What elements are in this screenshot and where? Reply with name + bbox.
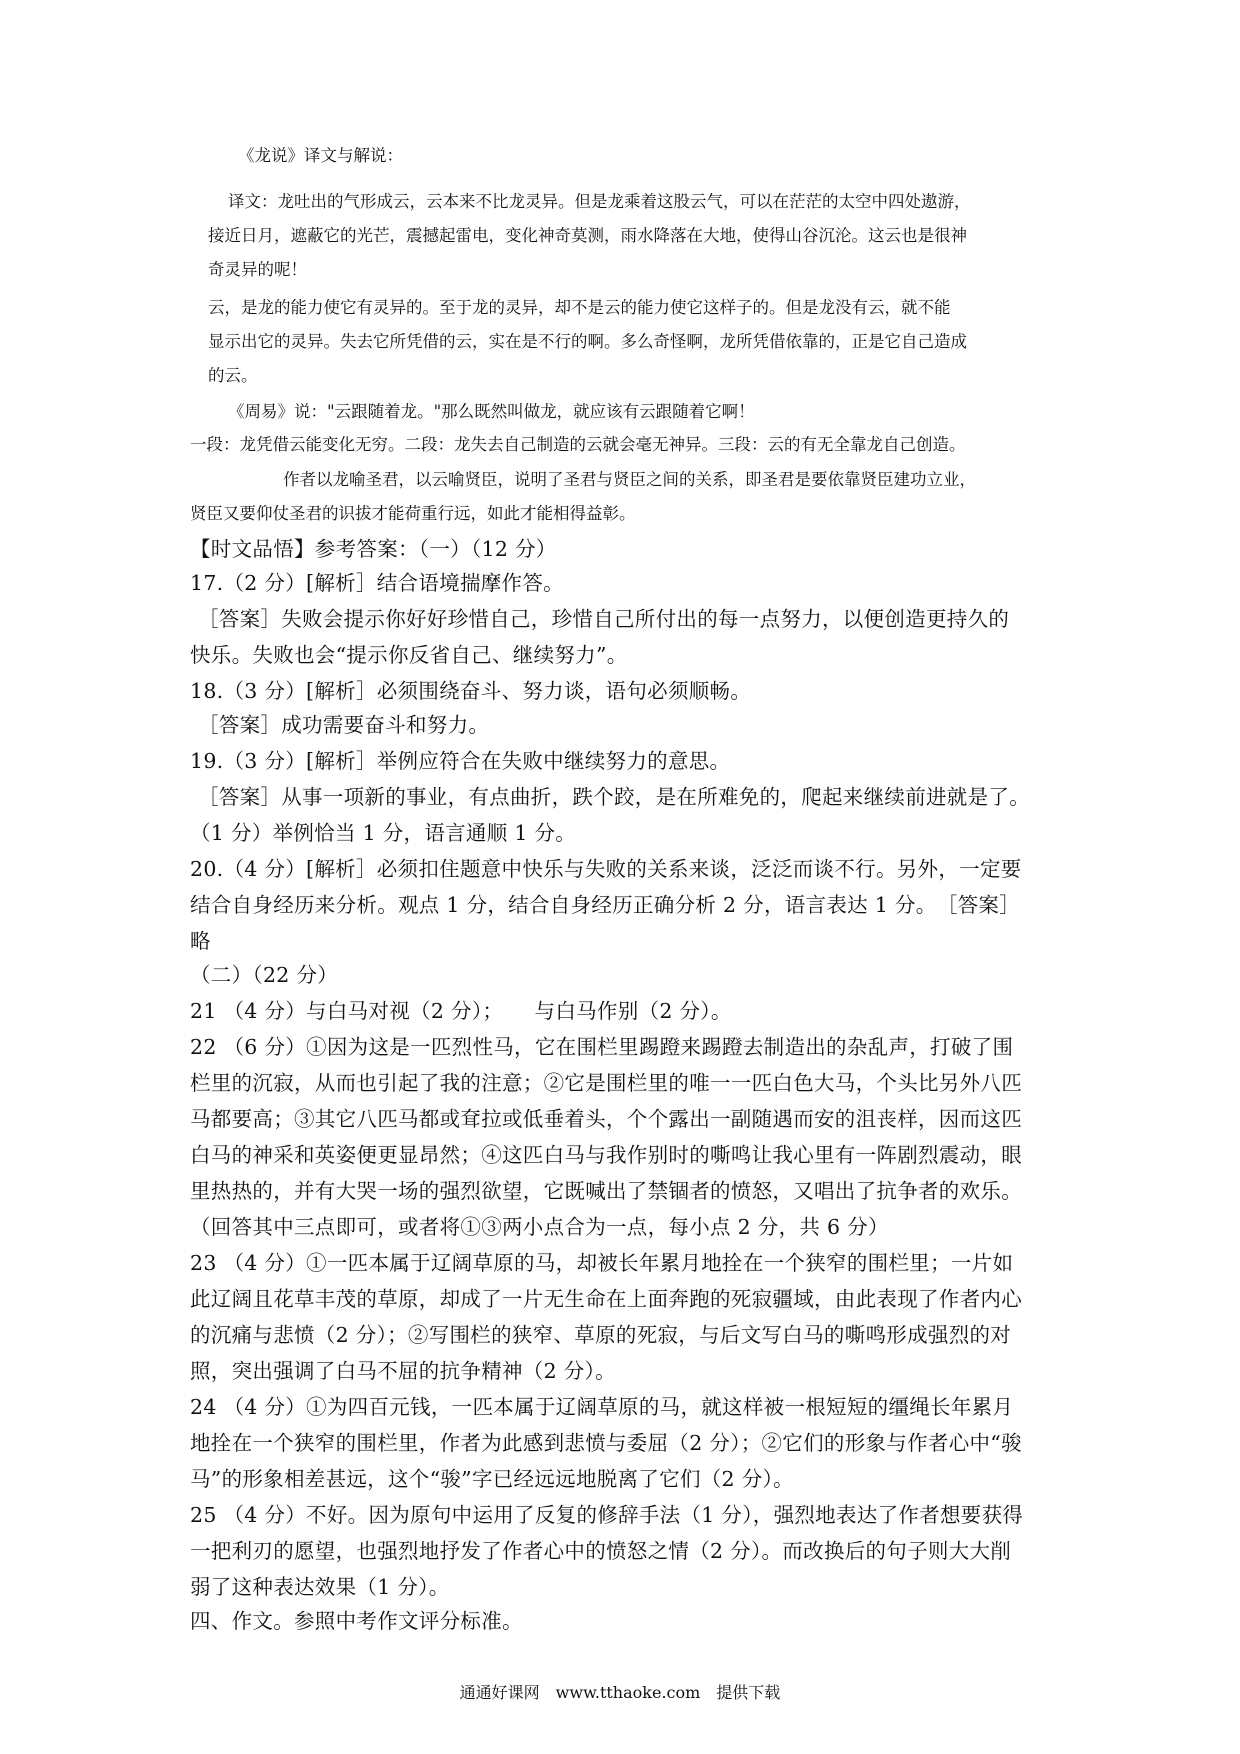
answer-line: 24 （4 分）①为四百元钱，一匹本属于辽阔草原的马，就这样被一根短短的缰绳长年累月: [190, 1395, 1014, 1419]
answer-line: ［答案］失败会提示你好好珍惜自己，珍惜自己所付出的每一点努力，以便创造更持久的: [198, 607, 1010, 631]
translation-line: 译文：龙吐出的气形成云，云本来不比龙灵异。但是龙乘着这股云气，可以在茫茫的太空中四处遨游，: [228, 192, 971, 211]
answer-line: 照，突出强调了白马不屈的抗争精神（2 分）。: [190, 1359, 616, 1383]
commentary-line: 作者以龙喻圣君，以云喻贤臣，说明了圣君与贤臣之间的关系，即圣君是要依靠贤臣建功立业，: [283, 470, 976, 489]
answer-line: （1 分）举例恰当 1 分，语言通顺 1 分。: [190, 821, 577, 845]
answer-line: 一把利刃的愿望，也强烈地抒发了作者心中的愤怒之情（2 分）。而改换后的句子则大大削: [190, 1539, 1012, 1563]
commentary-line: 贤臣又要仰仗圣君的识拔才能荷重行远，如此才能相得益彰。: [190, 504, 636, 523]
answer-heading: 【时文品悟】参考答案：（一）（12 分）: [190, 537, 557, 561]
answer-line: 的沉痛与悲愤（2 分）；②写围栏的狭窄、草原的死寂，与后文写白马的嘶鸣形成强烈的对: [190, 1323, 1012, 1347]
segments-summary: 一段：龙凭借云能变化无穷。二段：龙失去自己制造的云就会毫无神异。三段：云的有无全靠龙自己创造。: [190, 435, 966, 454]
answer-line: 马都要高；③其它八匹马都或耷拉或低垂着头，个个露出一副随遇而安的沮丧样，因而这匹: [190, 1107, 1022, 1131]
answer-line: 25 （4 分）不好。因为原句中运用了反复的修辞手法（1 分），强烈地表达了作者想要获得: [190, 1503, 1024, 1527]
answer-line: 22 （6 分）①因为这是一匹烈性马，它在围栏里踢蹬来踢蹬去制造出的杂乱声，打破了围: [190, 1035, 1014, 1059]
translation-line: 奇灵异的呢！: [208, 260, 307, 279]
answer-line: 19.（3 分）[解析］举例应符合在失败中继续努力的意思。: [190, 749, 731, 773]
answer-line: （回答其中三点即可，或者将①③两小点合为一点，每小点 2 分，共 6 分）: [190, 1215, 889, 1239]
answer-line: 栏里的沉寂，从而也引起了我的注意；②它是围栏里的唯一一匹白色大马，个头比另外八匹: [190, 1071, 1022, 1095]
paragraph2-line: 云，是龙的能力使它有灵异的。至于龙的灵异，却不是云的能力使它这样子的。但是龙没有云，就不能: [208, 298, 951, 317]
answer-line: 略: [190, 929, 211, 953]
answer-line: 18.（3 分）[解析］必须围绕奋斗、努力谈，语句必须顺畅。: [190, 679, 752, 703]
answer-line: 23 （4 分）①一匹本属于辽阔草原的马，却被长年累月地拴在一个狭窄的围栏里；一片如: [190, 1251, 1014, 1275]
answer-line: 弱了这种表达效果（1 分）。: [190, 1575, 450, 1599]
answer-line: 快乐。失败也会“提示你反省自己、继续努力”。: [190, 643, 628, 667]
answer-line: 结合自身经历来分析。观点 1 分，结合自身经历正确分析 2 分，语言表达 1 分。 ［答案］: [190, 893, 1021, 917]
answer-line: 四、作文。参照中考作文评分标准。: [190, 1609, 523, 1633]
answer-line: 里热热的，并有大哭一场的强烈欲望，它既喊出了禁锢者的愤怒，又唱出了抗争者的欢乐。: [190, 1179, 1022, 1203]
answer-line: 17.（2 分）[解析］结合语境揣摩作答。: [190, 571, 564, 595]
answer-line: 此辽阔且花草丰茂的草原，却成了一片无生命在上面奔跑的死寂疆域，由此表现了作者内心: [190, 1287, 1022, 1311]
paragraph2-line: 显示出它的灵异。失去它所凭借的云，实在是不行的啊。多么奇怪啊，龙所凭借依靠的，正是它自己造成: [208, 332, 967, 351]
answer-line: ［答案］成功需要奋斗和努力。: [198, 713, 490, 737]
answer-line: 马”的形象相差甚远，这个“骏”字已经远远地脱离了它们（2 分）。: [190, 1467, 794, 1491]
answer-line: 21 （4 分）与白马对视（2 分）； 与白马作别（2 分）。: [190, 999, 732, 1023]
paragraph2-line: 的云。: [208, 366, 258, 385]
translation-line: 接近日月，遮蔽它的光芒，震撼起雷电，变化神奇莫测，雨水降落在大地，使得山谷沉沦。这云也是很神: [208, 226, 967, 245]
answer-line: ［答案］从事一项新的事业，有点曲折，跌个跤，是在所难免的，爬起来继续前进就是了。: [198, 785, 1030, 809]
zhouyi-quote: 《周易》说："云跟随着龙。"那么既然叫做龙，就应该有云跟随着它啊！: [228, 402, 755, 421]
footer-source: 通通好课网 www.tthaoke.com 提供下载: [459, 1683, 781, 1702]
answer-line: 20.（4 分）[解析］必须扣住题意中快乐与失败的关系来谈，泛泛而谈不行。另外，一定要: [190, 857, 1022, 881]
answer-line: 白马的神采和英姿便更显昂然；④这匹白马与我作别时的嘶鸣让我心里有一阵剧烈震动，眼: [190, 1143, 1022, 1167]
section-title: 《龙说》译文与解说：: [238, 146, 403, 165]
answer-line: 地拴在一个狭窄的围栏里，作者为此感到悲愤与委屈（2 分）；②它们的形象与作者心中“骏: [190, 1431, 1022, 1455]
answer-section-heading: （二）（22 分）: [190, 963, 339, 987]
